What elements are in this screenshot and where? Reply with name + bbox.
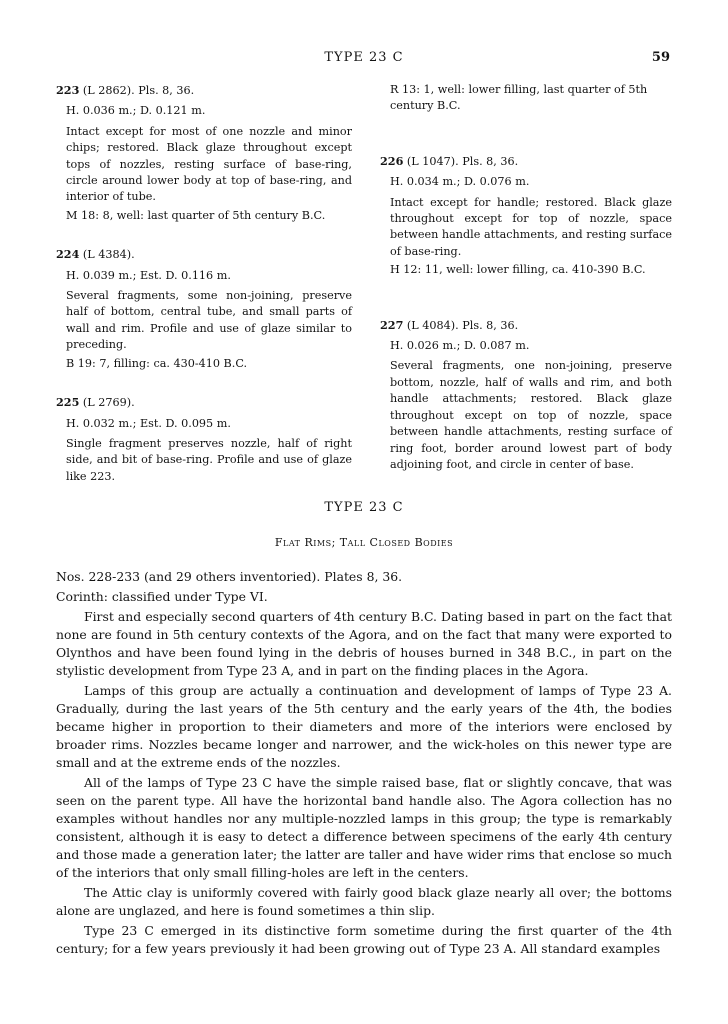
entry-number: 226 xyxy=(380,153,404,168)
section-subtitle: Flat Rims; Tall Closed Bodies xyxy=(274,536,454,549)
paragraph-development: Lamps of this group are actually a continuation and development of lamps of Type 23 A. Gradually, during the last years of the 5th century and the early years of the 4th, the bodies became higher in proportion to their diameters and more of the interiors were enclosed by broader rims. Nozzles became longer and narrower, and the wick-holes on this newer type are small and at the extreme ends of the nozzles. xyxy=(56,683,672,770)
running-head: TYPE 23 C xyxy=(324,50,404,65)
entry-dimensions: H. 0.034 m.; D. 0.076 m. xyxy=(390,175,530,189)
entry-context: H 12: 11, well: lower filling, ca. 410-390 B.C. xyxy=(390,263,646,277)
entry-dimensions: H. 0.032 m.; Est. D. 0.095 m. xyxy=(66,416,231,430)
page-number: 59 xyxy=(651,50,670,65)
entry-plates: . xyxy=(131,396,135,410)
entry-dimensions: H. 0.036 m.; D. 0.121 m. xyxy=(66,104,206,118)
entry-context: M 18: 8, well: last quarter of 5th century B.C. xyxy=(66,208,326,222)
entry-description: Intact except for most of one nozzle and minor chips; restored. Black glaze throughout except tops of nozzles, resting surface of base-ring, circle around lower body at top of base-ring, and interior of tube. xyxy=(66,124,352,204)
entry-inventory: (L 2862) xyxy=(82,84,132,97)
entry-heading xyxy=(56,394,352,411)
catalog-column-left xyxy=(56,82,352,487)
paragraph-features: All of the lamps of Type 23 C have the simple raised base, flat or slightly concave, that was seen on the parent type. All have the horizontal band handle also. The Agora collection has no examples without handles nor any multiple-nozzled lamps in this group; the type is remarkably consistent, although it is easy to detect a difference between specimens of the early 4th century and those made a generation later; the latter are taller and have wider rims that enclose so much of the interiors that only small filling-holes are left in the centers. xyxy=(56,775,672,880)
corinth-classification-line: Corinth: classified under Type VI. xyxy=(56,589,268,604)
entry-plates: . xyxy=(131,248,135,262)
entry-number: 225 xyxy=(56,395,80,410)
catalog-entry-224 xyxy=(56,246,352,372)
entry-inventory: (L 1047) xyxy=(406,154,456,168)
section-title: TYPE 23 C xyxy=(324,500,404,515)
paragraph-dating: First and especially second quarters of 4th century B.C. Dating based in part on the fact that none are found in 5th century contexts of the Agora, and on the fact that many were exported to Olynthos and have been found lying in the debris of houses burned in 348 B.C., in part on the stylistic development from Type 23 A, and in part on the finding places in the Agora. xyxy=(56,609,672,678)
body-text xyxy=(56,568,672,960)
entry-heading xyxy=(380,153,672,170)
catalog-entry-223 xyxy=(56,82,352,224)
entry-inventory: (L 4384) xyxy=(82,248,132,262)
entry-context-continued: R 13: 1, well: lower filling, last quarter of 5th century B.C. xyxy=(390,83,648,113)
entry-description: Intact except for handle; restored. Black glaze throughout except for top of nozzle, space between handle attachments, and resting surface of base-ring. xyxy=(390,195,672,258)
entry-number: 224 xyxy=(56,247,80,262)
catalog-entry-227 xyxy=(380,317,672,474)
entry-description: Several fragments, some non-joining, preserve half of bottom, central tube, and small parts of wall and rim. Profile and use of glaze similar to preceding. xyxy=(66,289,352,352)
entry-context: B 19: 7, filling: ca. 430-410 B.C. xyxy=(66,356,248,370)
catalog-entry-226 xyxy=(380,153,672,279)
catalog-range-line: Nos. 228-233 (and 29 others inventoried). Plates 8, 36. xyxy=(56,569,403,584)
entry-heading xyxy=(56,246,352,263)
entry-plates: . Pls. 8, 36. xyxy=(455,154,519,168)
entry-heading xyxy=(56,82,352,99)
entry-dimensions: H. 0.039 m.; Est. D. 0.116 m. xyxy=(66,268,231,282)
catalog-entry-225 xyxy=(56,394,352,485)
entry-description: Single fragment preserves nozzle, half of right side, and bit of base-ring. Profile and use of glaze like 223. xyxy=(66,436,352,483)
entry-dimensions: H. 0.026 m.; D. 0.087 m. xyxy=(390,339,530,353)
entry-inventory: (L 4084) xyxy=(406,318,456,332)
entry-plates: . Pls. 8, 36. xyxy=(131,84,195,97)
paragraph-emergence: Type 23 C emerged in its distinctive form sometime during the first quarter of the 4th century; for a few years previously it had been growing out of Type 23 A. All standard examples xyxy=(56,923,672,956)
paragraph-clay: The Attic clay is uniformly covered with fairly good black glaze nearly all over; the bottoms alone are unglazed, and here is found sometimes a thin slip. xyxy=(56,885,672,918)
entry-number: 227 xyxy=(380,317,404,332)
entry-number: 223 xyxy=(56,83,80,97)
catalog-column-right xyxy=(380,82,672,475)
entry-plates: . Pls. 8, 36. xyxy=(455,318,519,332)
entry-description: Several fragments, one non-joining, preserve bottom, nozzle, half of walls and rim, and both handle attachments; restored. Black glaze throughout except on top of nozzle, space between handle attachments, resting surface of ring foot, border around lowest part of body adjoining foot, and circle in center of base. xyxy=(390,359,672,471)
entry-heading xyxy=(380,317,672,334)
entry-inventory: (L 2769) xyxy=(82,396,132,410)
